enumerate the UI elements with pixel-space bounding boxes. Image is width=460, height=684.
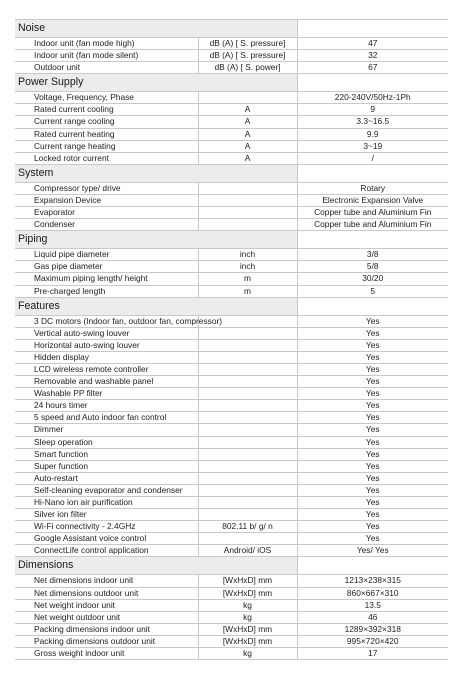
spec-label: Outdoor unit bbox=[15, 62, 198, 74]
table-row bbox=[15, 460, 448, 472]
spec-label: Gas pipe diameter bbox=[15, 261, 198, 273]
table-row bbox=[15, 533, 448, 545]
spec-unit bbox=[198, 194, 297, 206]
section-header bbox=[15, 20, 448, 38]
spec-unit: Android/ iOS bbox=[198, 545, 297, 557]
table-row bbox=[15, 599, 448, 611]
spec-unit bbox=[198, 400, 297, 412]
spec-unit: dB (A) [ S. pressure] bbox=[198, 50, 297, 62]
table-row bbox=[15, 484, 448, 496]
spec-unit: inch bbox=[198, 249, 297, 261]
section-header bbox=[15, 74, 448, 92]
spec-value: Yes bbox=[297, 497, 448, 509]
spec-unit bbox=[198, 460, 297, 472]
specification-table bbox=[15, 19, 448, 660]
section-header bbox=[15, 297, 448, 315]
spec-unit bbox=[198, 424, 297, 436]
spec-value: Yes bbox=[297, 424, 448, 436]
table-row bbox=[15, 376, 448, 388]
spec-unit: A bbox=[198, 116, 297, 128]
spec-value: 17 bbox=[297, 648, 448, 660]
spec-label: Packing dimensions indoor unit bbox=[15, 623, 198, 635]
spec-unit: m bbox=[198, 273, 297, 285]
spec-label: 24 hours timer bbox=[15, 400, 198, 412]
spec-value: 13.5 bbox=[297, 599, 448, 611]
table-row bbox=[15, 648, 448, 660]
spec-label: Hi-Nano ion air purification bbox=[15, 497, 198, 509]
spec-label: Gross weight indoor unit bbox=[15, 648, 198, 660]
spec-unit: A bbox=[198, 104, 297, 116]
spec-unit bbox=[198, 182, 297, 194]
table-row bbox=[15, 315, 448, 327]
section-header-blank-cell bbox=[297, 20, 448, 38]
spec-unit: dB (A) [ S. power] bbox=[198, 62, 297, 74]
spec-unit bbox=[198, 207, 297, 219]
spec-value: 47 bbox=[297, 38, 448, 50]
spec-value: Yes bbox=[297, 376, 448, 388]
spec-label: Rated current cooling bbox=[15, 104, 198, 116]
spec-value: 30/20 bbox=[297, 273, 448, 285]
spec-value: Yes/ Yes bbox=[297, 545, 448, 557]
table-row bbox=[15, 194, 448, 206]
spec-label: Indoor unit (fan mode silent) bbox=[15, 50, 198, 62]
table-row bbox=[15, 351, 448, 363]
table-row bbox=[15, 207, 448, 219]
section-header bbox=[15, 164, 448, 182]
spec-unit bbox=[198, 412, 297, 424]
spec-value: 3/8 bbox=[297, 249, 448, 261]
spec-value: 3~19 bbox=[297, 140, 448, 152]
table-row bbox=[15, 182, 448, 194]
spec-value: 67 bbox=[297, 62, 448, 74]
spec-value: 9.9 bbox=[297, 128, 448, 140]
spec-value: 3.3~16.5 bbox=[297, 116, 448, 128]
spec-value: Yes bbox=[297, 509, 448, 521]
table-row bbox=[15, 545, 448, 557]
table-row bbox=[15, 400, 448, 412]
spec-unit: [WxHxD] mm bbox=[198, 575, 297, 587]
section-header-blank-cell bbox=[297, 297, 448, 315]
spec-label: Hidden display bbox=[15, 351, 198, 363]
table-row bbox=[15, 436, 448, 448]
spec-label: Net weight indoor unit bbox=[15, 599, 198, 611]
spec-value: Yes bbox=[297, 472, 448, 484]
spec-value: Yes bbox=[297, 521, 448, 533]
table-row bbox=[15, 521, 448, 533]
spec-value: Yes bbox=[297, 363, 448, 375]
spec-label: Auto-restart bbox=[15, 472, 198, 484]
spec-label: Liquid pipe diameter bbox=[15, 249, 198, 261]
spec-value: Yes bbox=[297, 400, 448, 412]
spec-label: Compressor type/ drive bbox=[15, 182, 198, 194]
spec-value: Yes bbox=[297, 315, 448, 327]
spec-table-body bbox=[15, 20, 448, 660]
section-title: System bbox=[15, 164, 297, 182]
spec-unit bbox=[198, 497, 297, 509]
spec-unit bbox=[198, 484, 297, 496]
spec-unit: [WxHxD] mm bbox=[198, 635, 297, 647]
spec-label: Net dimensions outdoor unit bbox=[15, 587, 198, 599]
section-header bbox=[15, 557, 448, 575]
table-row bbox=[15, 388, 448, 400]
spec-value: 1289×392×318 bbox=[297, 623, 448, 635]
table-row bbox=[15, 339, 448, 351]
spec-unit bbox=[198, 448, 297, 460]
spec-unit: 802.11 b/ g/ n bbox=[198, 521, 297, 533]
table-row bbox=[15, 363, 448, 375]
table-row bbox=[15, 611, 448, 623]
table-row bbox=[15, 273, 448, 285]
section-title: Piping bbox=[15, 231, 297, 249]
spec-value: Yes bbox=[297, 412, 448, 424]
table-row bbox=[15, 509, 448, 521]
spec-label: LCD wireless remote controller bbox=[15, 363, 198, 375]
table-row bbox=[15, 285, 448, 297]
spec-unit bbox=[198, 327, 297, 339]
spec-label: Current range cooling bbox=[15, 116, 198, 128]
spec-label: Maximum piping length/ height bbox=[15, 273, 198, 285]
spec-value: Yes bbox=[297, 460, 448, 472]
section-header-blank-cell bbox=[297, 74, 448, 92]
spec-unit bbox=[198, 219, 297, 231]
spec-unit bbox=[198, 436, 297, 448]
table-row bbox=[15, 587, 448, 599]
spec-label: Silver ion filter bbox=[15, 509, 198, 521]
spec-unit: A bbox=[198, 128, 297, 140]
section-title: Features bbox=[15, 297, 297, 315]
spec-label: Evaporator bbox=[15, 207, 198, 219]
table-row bbox=[15, 472, 448, 484]
table-row bbox=[15, 152, 448, 164]
spec-unit: kg bbox=[198, 611, 297, 623]
table-row bbox=[15, 116, 448, 128]
spec-value: 32 bbox=[297, 50, 448, 62]
table-row bbox=[15, 128, 448, 140]
spec-label: Current range heating bbox=[15, 140, 198, 152]
spec-unit bbox=[198, 351, 297, 363]
spec-value: Yes bbox=[297, 448, 448, 460]
spec-unit: A bbox=[198, 140, 297, 152]
section-title: Dimensions bbox=[15, 557, 297, 575]
spec-label: Self-cleaning evaporator and condenser bbox=[15, 484, 198, 496]
table-row bbox=[15, 575, 448, 587]
table-row bbox=[15, 104, 448, 116]
section-header-blank-cell bbox=[297, 164, 448, 182]
table-row bbox=[15, 92, 448, 104]
table-row bbox=[15, 448, 448, 460]
spec-unit: [WxHxD] mm bbox=[198, 587, 297, 599]
spec-value: 5 bbox=[297, 285, 448, 297]
spec-unit bbox=[198, 509, 297, 521]
spec-label: Super function bbox=[15, 460, 198, 472]
spec-value: Copper tube and Aluminium Fin bbox=[297, 207, 448, 219]
spec-value: Yes bbox=[297, 436, 448, 448]
spec-label: Vertical auto-swing louver bbox=[15, 327, 198, 339]
spec-value: Electronic Expansion Valve bbox=[297, 194, 448, 206]
section-title: Noise bbox=[15, 20, 297, 38]
table-row bbox=[15, 38, 448, 50]
spec-value: Yes bbox=[297, 327, 448, 339]
spec-label: Sleep operation bbox=[15, 436, 198, 448]
spec-unit bbox=[198, 472, 297, 484]
section-title: Power Supply bbox=[15, 74, 297, 92]
spec-label: Net dimensions indoor unit bbox=[15, 575, 198, 587]
spec-value: 5/8 bbox=[297, 261, 448, 273]
spec-label: Voltage, Frequency, Phase bbox=[15, 92, 198, 104]
table-row bbox=[15, 635, 448, 647]
table-row bbox=[15, 412, 448, 424]
spec-unit: [WxHxD] mm bbox=[198, 623, 297, 635]
spec-value: 46 bbox=[297, 611, 448, 623]
spec-value: 220-240V/50Hz-1Ph bbox=[297, 92, 448, 104]
spec-label: Removable and washable panel bbox=[15, 376, 198, 388]
table-row bbox=[15, 249, 448, 261]
spec-label: 5 speed and Auto indoor fan control bbox=[15, 412, 198, 424]
spec-unit bbox=[198, 376, 297, 388]
spec-label: Indoor unit (fan mode high) bbox=[15, 38, 198, 50]
table-row bbox=[15, 623, 448, 635]
table-row bbox=[15, 497, 448, 509]
spec-value: 9 bbox=[297, 104, 448, 116]
spec-value: 995×720×420 bbox=[297, 635, 448, 647]
spec-unit bbox=[198, 363, 297, 375]
spec-label: Google Assistant voice control bbox=[15, 533, 198, 545]
spec-label: ConnectLife control application bbox=[15, 545, 198, 557]
spec-value: Rotary bbox=[297, 182, 448, 194]
spec-unit: m bbox=[198, 285, 297, 297]
section-header-blank-cell bbox=[297, 231, 448, 249]
table-row bbox=[15, 140, 448, 152]
table-row bbox=[15, 219, 448, 231]
spec-label: Horizontal auto-swing louver bbox=[15, 339, 198, 351]
spec-unit: kg bbox=[198, 648, 297, 660]
table-row bbox=[15, 327, 448, 339]
spec-label: Locked rotor current bbox=[15, 152, 198, 164]
spec-value: Yes bbox=[297, 339, 448, 351]
spec-unit bbox=[198, 388, 297, 400]
spec-value: 860×667×310 bbox=[297, 587, 448, 599]
table-row bbox=[15, 62, 448, 74]
spec-label: Smart function bbox=[15, 448, 198, 460]
spec-value: Yes bbox=[297, 484, 448, 496]
spec-label: Condenser bbox=[15, 219, 198, 231]
spec-label: 3 DC motors (Indoor fan, outdoor fan, compressor) bbox=[15, 315, 198, 327]
spec-unit bbox=[198, 533, 297, 545]
spec-label: Expansion Device bbox=[15, 194, 198, 206]
table-row bbox=[15, 261, 448, 273]
spec-value: / bbox=[297, 152, 448, 164]
spec-unit bbox=[198, 92, 297, 104]
spec-unit: inch bbox=[198, 261, 297, 273]
spec-label: Wi-Fi connectivity - 2.4GHz bbox=[15, 521, 198, 533]
spec-unit bbox=[198, 339, 297, 351]
spec-label: Packing dimensions outdoor unit bbox=[15, 635, 198, 647]
spec-label: Washable PP filter bbox=[15, 388, 198, 400]
table-row bbox=[15, 424, 448, 436]
spec-value: Yes bbox=[297, 533, 448, 545]
section-header-blank-cell bbox=[297, 557, 448, 575]
spec-label: Pre-charged length bbox=[15, 285, 198, 297]
spec-value: Yes bbox=[297, 351, 448, 363]
spec-value: 1213×238×315 bbox=[297, 575, 448, 587]
spec-label: Net weight outdoor unit bbox=[15, 611, 198, 623]
spec-unit: dB (A) [ S. pressure] bbox=[198, 38, 297, 50]
spec-unit: kg bbox=[198, 599, 297, 611]
spec-value: Copper tube and Aluminium Fin bbox=[297, 219, 448, 231]
table-row bbox=[15, 50, 448, 62]
spec-label: Dimmer bbox=[15, 424, 198, 436]
spec-unit: A bbox=[198, 152, 297, 164]
section-header bbox=[15, 231, 448, 249]
spec-value: Yes bbox=[297, 388, 448, 400]
spec-label: Rated current heating bbox=[15, 128, 198, 140]
